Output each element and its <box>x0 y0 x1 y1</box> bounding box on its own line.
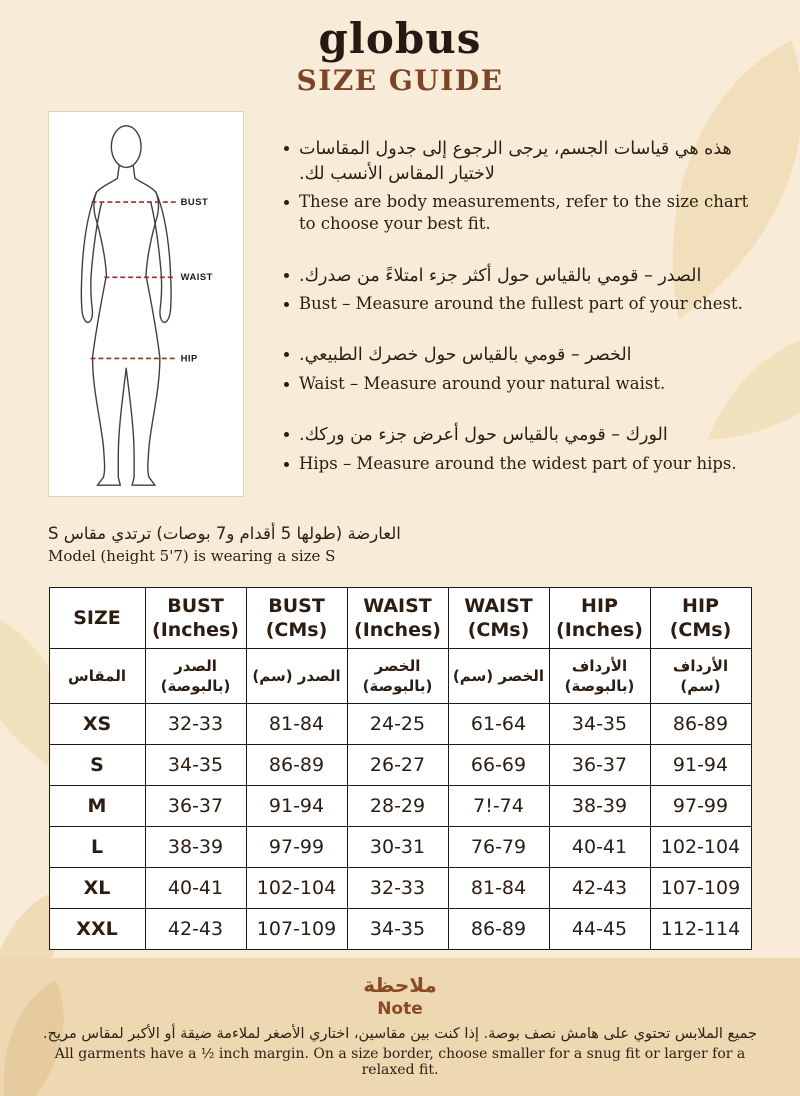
note-body-arabic: جميع الملابس تحتوي على هامش نصف بوصة. إذا كنت بين مقاسين، اختاري الأصغر لملاءمة ضيقة أو الأكبر لمقاس مريح. <box>43 1026 757 1042</box>
top-section <box>0 97 800 503</box>
bullet-icon <box>284 352 289 357</box>
table-header-arabic <box>49 649 751 704</box>
value-cell: 24-25 <box>347 704 448 745</box>
value-cell: 112-114 <box>650 909 751 950</box>
header-cell-ar: الخصر (بالبوصة) <box>347 649 448 704</box>
bullet-icon <box>284 432 289 437</box>
header-cell: SIZE <box>49 588 145 649</box>
table-header-english <box>49 588 751 649</box>
instruction-arabic: الصدر – قومي بالقياس حول أكثر جزء امتلاءً من صدرك. <box>299 265 702 286</box>
value-cell: 107-109 <box>246 909 347 950</box>
value-cell: 38-39 <box>549 786 650 827</box>
bullet-icon <box>284 302 289 307</box>
value-cell: 40-41 <box>145 868 246 909</box>
value-cell: 81-84 <box>448 868 549 909</box>
value-cell: 44-45 <box>549 909 650 950</box>
header-cell-ar: الصدر (بالبوصة) <box>145 649 246 704</box>
instruction-english: Bust – Measure around the fullest part of your chest. <box>299 294 743 314</box>
bullet-icon <box>284 146 289 151</box>
model-note-english: Model (height 5'7) is wearing a size S <box>48 547 336 566</box>
instruction-english: These are body measurements, refer to the size chart to choose your best fit. <box>299 192 749 234</box>
model-note <box>0 503 800 565</box>
value-cell: 36-37 <box>145 786 246 827</box>
value-cell: 42-43 <box>145 909 246 950</box>
instruction-english: Waist – Measure around your natural waist. <box>299 373 666 393</box>
note-band <box>0 958 800 1096</box>
bullet-icon <box>284 382 289 387</box>
value-cell: 102-104 <box>246 868 347 909</box>
value-cell: 86-89 <box>650 704 751 745</box>
size-cell: L <box>49 827 145 868</box>
value-cell: 81-84 <box>246 704 347 745</box>
table-row <box>49 909 751 950</box>
value-cell: 32-33 <box>347 868 448 909</box>
size-cell: XXL <box>49 909 145 950</box>
brand-logo: globus <box>318 14 482 63</box>
body-measurement-figure <box>49 112 243 496</box>
value-cell: 7!-74 <box>448 786 549 827</box>
hip-label: HIP <box>180 352 198 364</box>
size-cell: XL <box>49 868 145 909</box>
table-row <box>49 745 751 786</box>
instruction-english: Hips – Measure around the widest part of your hips. <box>299 453 737 473</box>
header-cell-ar: الصدر (سم) <box>246 649 347 704</box>
size-cell: XS <box>49 704 145 745</box>
instruction-arabic: هذه هي قياسات الجسم، يرجى الرجوع إلى جدول المقاسات لاختيار المقاس الأنسب لك. <box>299 139 732 184</box>
value-cell: 32-33 <box>145 704 246 745</box>
value-cell: 40-41 <box>549 827 650 868</box>
instructions-list <box>284 111 752 503</box>
value-cell: 38-39 <box>145 827 246 868</box>
note-title-english: Note <box>377 999 423 1019</box>
header-cell: HIP (CMs) <box>650 588 751 649</box>
value-cell: 86-89 <box>448 909 549 950</box>
value-cell: 76-79 <box>448 827 549 868</box>
value-cell: 34-35 <box>145 745 246 786</box>
instruction-arabic: الورك – قومي بالقياس حول أعرض جزء من وركك. <box>299 425 668 446</box>
header-cell-ar: المقاس <box>49 649 145 704</box>
header <box>0 0 800 97</box>
value-cell: 30-31 <box>347 827 448 868</box>
value-cell: 28-29 <box>347 786 448 827</box>
header-cell: WAIST (CMs) <box>448 588 549 649</box>
bullet-icon <box>284 200 289 205</box>
size-cell: M <box>49 786 145 827</box>
instruction-arabic: الخصر – قومي بالقياس حول خصرك الطبيعي. <box>299 345 632 366</box>
note-title-arabic: ملاحظة <box>363 973 437 997</box>
header-cell: BUST (Inches) <box>145 588 246 649</box>
value-cell: 102-104 <box>650 827 751 868</box>
value-cell: 107-109 <box>650 868 751 909</box>
value-cell: 34-35 <box>347 909 448 950</box>
value-cell: 36-37 <box>549 745 650 786</box>
table-row <box>49 704 751 745</box>
value-cell: 86-89 <box>246 745 347 786</box>
value-cell: 26-27 <box>347 745 448 786</box>
value-cell: 97-99 <box>246 827 347 868</box>
value-cell: 34-35 <box>549 704 650 745</box>
instruction-group-bust <box>284 264 752 316</box>
value-cell: 42-43 <box>549 868 650 909</box>
page-title: SIZE GUIDE <box>296 64 504 98</box>
table-row <box>49 868 751 909</box>
waist-label: WAIST <box>180 271 213 283</box>
measurement-figure-box <box>48 111 244 497</box>
size-cell: S <box>49 745 145 786</box>
header-cell: WAIST (Inches) <box>347 588 448 649</box>
value-cell: 91-94 <box>246 786 347 827</box>
bullet-icon <box>284 462 289 467</box>
table-row <box>49 786 751 827</box>
bullet-icon <box>284 273 289 278</box>
instruction-group-hip <box>284 423 752 475</box>
table-row <box>49 827 751 868</box>
value-cell: 66-69 <box>448 745 549 786</box>
header-cell: BUST (CMs) <box>246 588 347 649</box>
value-cell: 97-99 <box>650 786 751 827</box>
header-cell: HIP (Inches) <box>549 588 650 649</box>
note-body-english: All garments have a ½ inch margin. On a size border, choose smaller for a snug fit or larger for a relaxed fit. <box>54 1046 746 1078</box>
header-cell-ar: الأرداف (بالبوصة) <box>549 649 650 704</box>
value-cell: 91-94 <box>650 745 751 786</box>
instruction-group-waist <box>284 343 752 395</box>
instruction-group-overview <box>284 137 752 236</box>
value-cell: 61-64 <box>448 704 549 745</box>
header-cell-ar: الخصر (سم) <box>448 649 549 704</box>
size-table <box>49 587 752 950</box>
bust-label: BUST <box>180 196 209 208</box>
header-cell-ar: الأرداف (سم) <box>650 649 751 704</box>
croquis-outline <box>81 126 171 485</box>
model-note-arabic: العارضة (طولها 5 أقدام و7 بوصات) ترتدي مقاس S <box>48 524 401 544</box>
